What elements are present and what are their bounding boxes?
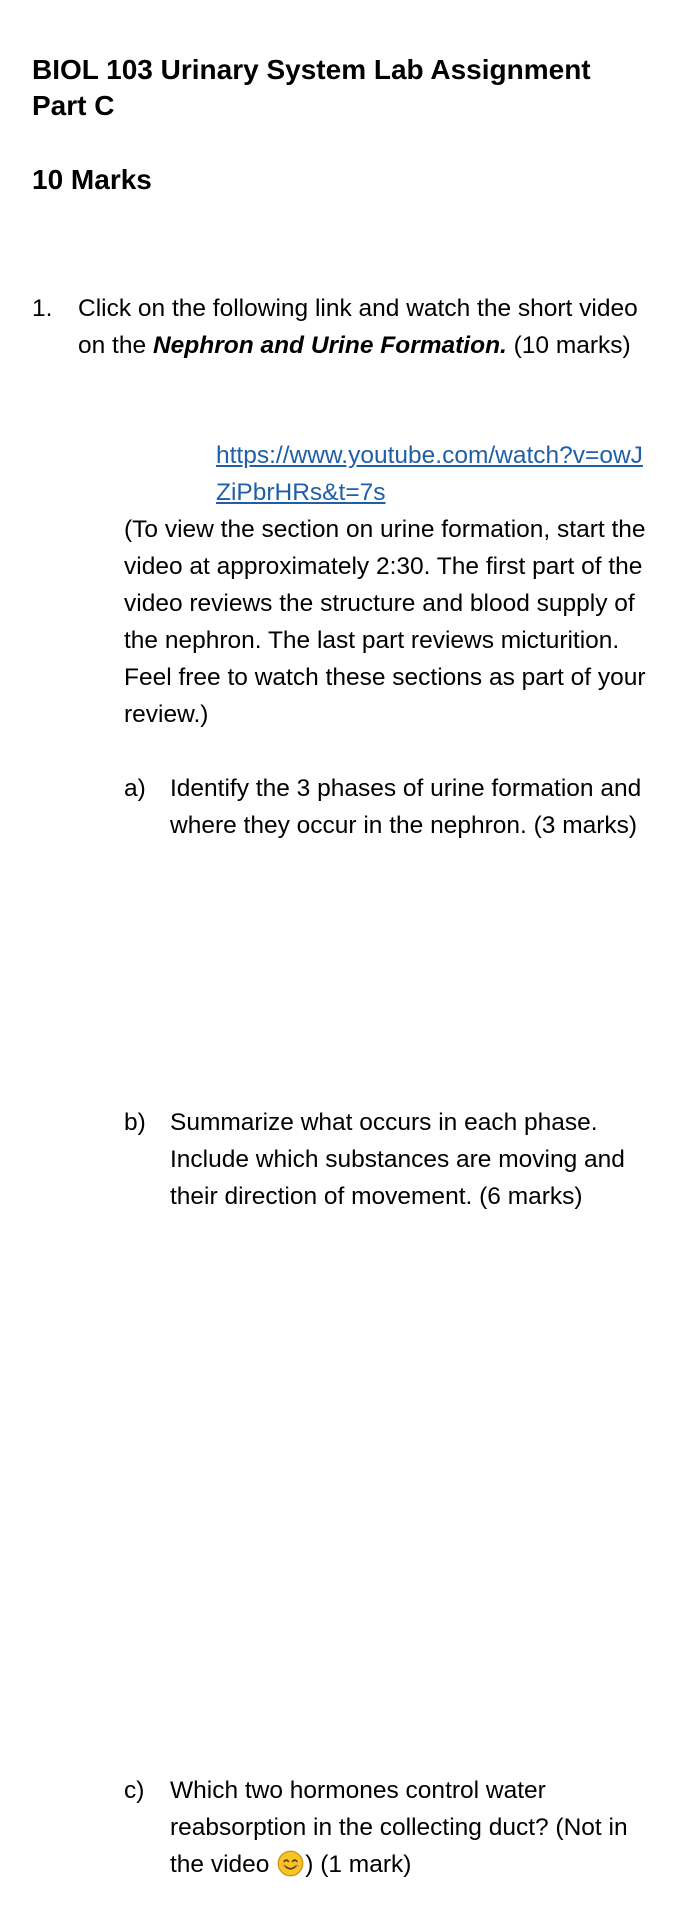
part-c-text-after: ) (1 mark) [305,1851,412,1878]
page-title: BIOL 103 Urinary System Lab Assignment Part C [32,54,591,121]
total-marks-heading: 10 Marks [32,164,152,195]
question-number: 1. [32,295,53,322]
video-title-emphasis: Nephron and Urine Formation. [152,332,507,359]
question-1-text [78,290,658,364]
part-a-question: Identify the 3 phases of urine formation and where they occur in the nephron. (3 marks) [170,775,642,839]
part-a-letter: a) [124,775,146,802]
part-c-question [170,1772,660,1883]
video-viewing-note: (To view the section on urine formation, start the video at approximately 2:30. The first part of the video reviews the structure and blood supply of the nephron. The last part reviews micturition. Feel free to watch these sections as part of your review.) [124,516,646,728]
part-c-text-before: Which two hormones control water reabsorption in the collecting duct? (Not in the video [170,1777,628,1878]
smiley-face-icon [277,1850,304,1877]
part-c-letter: c) [124,1777,145,1804]
part-b-question: Summarize what occurs in each phase. Include which substances are moving and their direction of movement. (6 marks) [170,1109,625,1210]
question-1-text-after: (10 marks) [506,332,631,359]
video-link[interactable]: https://www.youtube.com/watch?v=owJZiPbrHRs&t=7s [216,442,643,506]
question-1-text-before: Click on the following link and watch the short video on the [78,295,638,359]
part-b-letter: b) [124,1109,146,1136]
